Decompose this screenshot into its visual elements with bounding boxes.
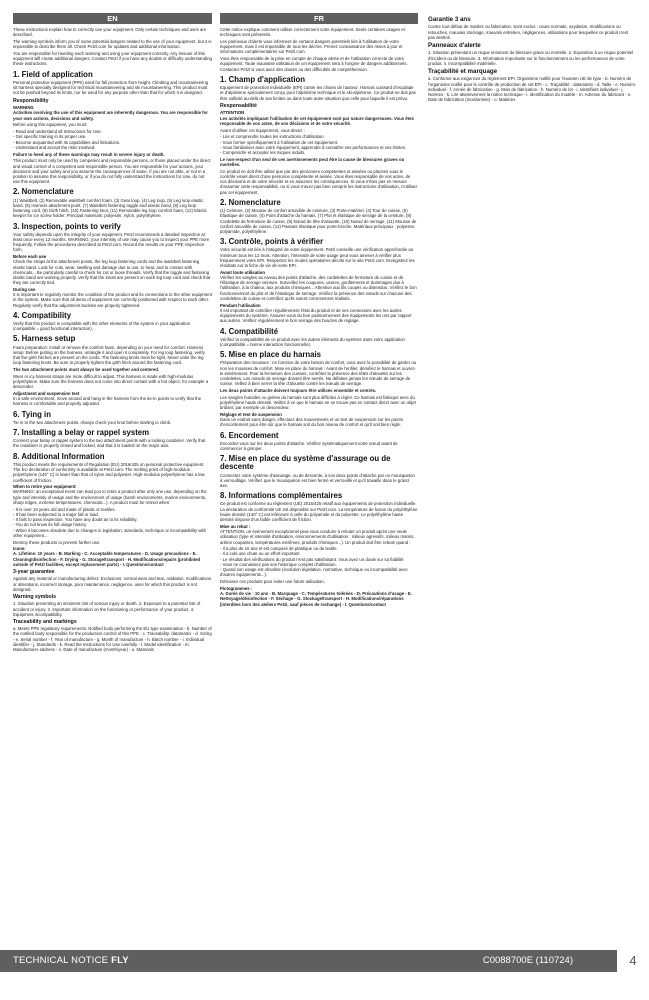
section-heading: 8. Informations complémentaires (220, 491, 343, 501)
section-heading: 5. Harness setup (13, 334, 76, 344)
section-heading: 1. Field of application (13, 69, 93, 79)
subsection-heading: Before each use (13, 254, 47, 260)
subsection-heading: Panneaux d'alerte (428, 42, 481, 50)
section-text: a. Meets PPE regulatory requirements. Notified body performing the EU type examination - b. Number of the notified body responsible for the production control of this PPE - c. Traceability: datamatrix - d. Sizing - e. Serial number - f. Year of manufacture - g. Month of manufacture - h. Batch number - i. Individual identifier - j. Standards - k. Read the Instructions for Use carefully - l. Model identification - m. Manufacturer address - n. Date of manufacture (month/year) - o. Materials (13, 626, 212, 653)
subsection-heading: Pictogrammes : (220, 585, 253, 591)
subsection-heading: 3-year guarantee (13, 569, 55, 576)
section-text: Before using this equipment, you must: (13, 122, 88, 128)
list-item: - Vous familiariser avec votre équipement, apprendre à connaître ses performances et ses limites. (220, 144, 407, 150)
product-name: FLY (111, 955, 129, 966)
section-text: 1. Situation presenting an imminent risk of serious injury or death. 2. Exposure to a potential risk of accident or injury. 3. Important information on the functioning or performance of your product. 4. Equipment incompatibility. (13, 601, 201, 617)
section-text: Tie in to the two attachment points. Always check your knot before starting to climb. (13, 419, 172, 425)
list-item: - Vous former spécifiquement à l'utilisation de cet équipement. (220, 139, 339, 145)
section-text: Equipement de protection individuelle (EPI) contre les chutes de hauteur. Harnais cuissard d'escalade et d'alpinisme spécialement conçu pour l'alpinisme technique et le ski-alpinisme. Ce produit ne doit pas être sollicité au-delà de ses limites ou dans toute autre situation que celle pour laquelle il est prévu. (220, 85, 416, 101)
list-item: - Understand and accept the risks involved. (13, 144, 96, 150)
list-item: - Le résultat des vérifications du produit n'est pas satisfaisant. Vous avez un doute sur sa fiabilité. (220, 556, 405, 562)
section-text: 1. Situation présentant un risque imminent de blessure grave ou mortelle. 2. Exposition à un risque potentiel d'incident ou de blessure. 3. Information importante sur le fonctionnement ou les performances de votre produit. 4. Incompatibilité matérielle. (428, 50, 634, 66)
section-text: In a safe environment, move around and hang in the harness from the tie-in points to verify that the harness is comfortable and properly adjusted. (13, 396, 201, 407)
icons-legend: A. Lifetime: 10 years - B. Marking - C. Acceptable temperatures - D. Usage precautions - E. Cleaning/disinfection - F. Drying - G. Storage/transport - H. Modifications/repairs (prohibited outside of Petzl facilities, except replacement parts) - I. Questions/contact (13, 551, 201, 567)
section-text: Verify that this product is compatible with the other elements of the system in your application (compatible = good functional interaction). (13, 321, 190, 332)
section-text: Connectez votre système d'assurage, ou de descente, à vos deux points d'attache par un mousqueton à verrouillage. Vérifiez que le mousqueton est bien fermé et verrouillé et qu'il travaille dans le grand axe. (220, 472, 415, 489)
section-text: Destroy these products to prevent further use. (13, 539, 101, 545)
english-text (13, 27, 212, 652)
subsection-heading: Adjustment and suspension test (13, 391, 80, 397)
section-text: Personal protective equipment (PPE) used for fall protection from height. Climbing and mountaineering sit harness specially designed for technical mountaineering and ski mountaineering. This product must not be pushed beyond its limits, nor be used for any purpose other than that for which it is designed. (13, 79, 209, 96)
language-header-en: EN (13, 13, 212, 24)
subsection-heading: Réglage et test de suspension (220, 411, 282, 417)
notice-title-prefix: TECHNICAL NOTICE (13, 955, 109, 966)
page-number: 4 (629, 953, 637, 968)
french-text (220, 27, 418, 607)
section-heading: 4. Compatibility (13, 310, 72, 320)
section-text: Foam preparation: install or remove the comfort foam, depending on your need for comfort. Harness setup: Before putting on the harness, untangle it and open it completely. For leg loop fastening, verify that the girth hitches are present on the cords. The fastening knots must be tight. Never untie the leg loop fastening knots. Be sure to properly tighten the girth hitch around the fastening cord. (13, 344, 205, 366)
warning-text: The two attachment points must always be used together and centered. (13, 367, 160, 373)
section-heading: 5. Mise en place du harnais (220, 350, 321, 360)
section-text: It is important to regularly monitor the condition of the product and its connections to the other equipment in the system. Make sure that all items of equipment are correctly positioned with respect to each other. Regularly verify that the adjustment buckles are properly tightened. (13, 292, 212, 308)
warning-label: ATTENTION (220, 110, 245, 116)
document-code: C0088700E (110724) (482, 955, 573, 966)
section-text: Il est important de contrôler régulièrement l'état du produit et de ses connexions avec les autres équipements du système. Assurez-vous du bon positionnement des équipements les uns par rapport aux autres. Vérifiez régulièrement le bon serrage des boucles de réglage. (220, 307, 412, 324)
section-text: (1) Waistbelt, (2) Removable waistbelt comfort foam, (3) Gear loop, (4) Leg loop, (5) Leg loop elastic band, (6) Harness attachment point, (7) Waistbelt fastening toggle and elastic band, (8) Leg loop fastening cord, (9) Girth hitch, (10) Fastening knot, (11) Removable leg loop comfort foam, (12) Elastic keeper for ice screw holder. Principal materials: polyester, nylon, polyethylene. (13, 197, 207, 219)
subsection-heading: Mise au rebut : (220, 523, 251, 529)
notice-title (13, 950, 129, 972)
subsection-heading: When to retire your equipment: (13, 484, 77, 490)
section-text: Contre tout défaut de matière ou fabrication. Sont exclus : usure normale, oxydation, modifications ou retouches, mauvais stockage, mauvais entretien, négligences, utilisations pour lesquelles ce produit n'est pas destiné. (428, 24, 629, 40)
section-text: Connect your belay or rappel system to the two attachment points with a locking carabiner. Verify that the carabiner is properly closed and locked, and that it is loaded on the major axis. (13, 438, 206, 449)
section-text: Against any material or manufacturing defect. Exclusions: normal wear and tear, oxidation, modifications or alterations, incorrect storage, poor maintenance, negligence, uses for which this product is not designed. (13, 576, 211, 592)
section-text: Vérifiez les sangles au niveau des points d'attache, des cordelettes de fermeture de cuisse et de l'élastique de serrage ceinture. Surveillez les coupures, usures, gonflements et dommages dus à l'utilisation, à la chaleur, aux produits chimiques... Attention aux fils coupés ou distendus. Vérifiez le bon fonctionnement du plot et de l'élastique de serrage. Vérifiez la présence des nœuds sur chacune des cordelettes de cuisse et contrôlez qu'ils soient correctement réalisés. (220, 275, 417, 301)
list-item: - Become acquainted with its capabilities and limitations. (13, 139, 121, 145)
section-heading: 3. Inspection, points to verify (13, 221, 121, 231)
section-text: Wear or icy harness straps are more difficult to adjust. This harness is made with high-modulus polyethylene. Make sure the harness does not come into direct contact with a hot object, for example a descender. (13, 373, 209, 390)
list-item: - Lire et comprendre toutes les instructions d'utilisation. (220, 134, 325, 140)
section-text: Avant d'utiliser cet équipement, vous devez : (220, 127, 305, 133)
section-heading: 6. Tying in (13, 409, 51, 419)
french-continuation-text (428, 17, 636, 103)
section-text: Dans un endroit sans danger, effectuez des mouvements et un test de suspension sur les points d'encordement pour être sûr que le harnais soit du bon niveau de confort et qu'il soit bien réglé. (220, 417, 403, 428)
subsection-heading: Pendant l'utilisation (220, 302, 261, 308)
subsection-heading: Warning symbols (13, 594, 57, 601)
section-text: This product meets the requirements of Regulation (EU) 2016/425 on personal protective equipment. The EU declaration of conformity is available at Petzl.com. The melting point of high-modulus polyethylene (140° C) is lower than that of nylon and polyester. High-modulus polyethylene has a low coefficient of friction. (13, 461, 205, 483)
section-text: Préparation des mousses : en fonction de votre besoin de confort, vous avez la possibilité de garder ou non les mousses de confort. Mise en place du harnais : Avant de l'enfiler, démêlez le harnais et ouvrez-le entièrement. Pour la fermeture des cuisses, contrôlez la présence des têtes d'alouette sur les cordelettes. Les nœuds de serrage doivent être serrés. Ne défaites jamais les nœuds de serrage de cuisse. Veillez à bien serrer la tête d'alouette contre les nœuds de serrage. (220, 360, 417, 387)
intro-paragraph: The warning symbols inform you of some potential dangers related to the use of your equipment, but it is impossible to describe them all. Check Petzl.com for updates and additional information. (13, 38, 212, 50)
section-text: Détruisez ces produits pour éviter une future utilisation. (220, 579, 325, 585)
intro-paragraph: Vous êtes responsable de la prise en compte de chaque alerte et de l'utilisation correcte de votre équipement. Toute mauvaise utilisation de cet équipement sera à l'origine de dangers additionnels. Contactez Petzl si vous avez des doutes ou des difficultés de compréhension. (220, 56, 408, 72)
section-heading: 7. Installing a belay or rappel system (13, 428, 150, 438)
section-heading: 2. Nomenclature (13, 187, 74, 197)
french-column (220, 13, 418, 608)
section-heading: 4. Compatibilité (220, 326, 279, 336)
section-text: ATTENTION, un événement exceptionnel peut vous conduire à rebuter un produit après une seule utilisation (type et intensité d'utilisation, environnements d'utilisation : milieux agressifs, milieux marins, arêtes coupantes, températures extrêmes, produits chimiques...). Un produit doit être rebuté quand : (220, 529, 415, 545)
list-item: - Comprendre et accepter les risques induits. (220, 150, 306, 156)
intro-paragraph: These instructions explain how to correctly use your equipment. Only certain techniques and uses are described. (13, 27, 207, 38)
list-item: - Get specific training in its proper use. (13, 134, 87, 140)
subsection-heading: Responsibility (13, 97, 49, 104)
section-text: Check the straps at the attachment points, the leg loop fastening cords and the waistbelt fastening elastic band. Look for cuts, wear, swelling and damage due to use, to heat, and to contact with chemicals... Be particularly careful to check for cut or loose threads. Verify that the toggle and fastening elastic band are working properly. Verify that the knots are present on each leg loop cord and check that they are correctly tied. (13, 259, 211, 286)
section-text: Your safety depends upon the integrity of your equipment. Petzl recommends a detailed inspection at least once every 12 months. WARNING: your intensity of use may cause you to inspect your PPE more frequently. Follow the procedures described at Petzl.com. Record the results on your PPE inspection form. (13, 231, 210, 253)
section-text: Vérifiez la compatibilité de ce produit avec les autres éléments du système dans votre application (compatibilité = bonne interaction fonctionnelle). (220, 336, 405, 347)
section-text: Votre sécurité est liée à l'intégrité de votre équipement. Petzl conseille une vérification approfondie au minimum tous les 12 mois. Attention, l'intensité de votre usage peut vous amener à vérifier plus fréquemment votre EPI. Respectez les modes opératoires décrits sur le site Petzl.com. Enregistrez les résultats sur la fiche de vie de votre EPI. (220, 247, 415, 269)
footer (0, 950, 649, 972)
french-continuation-column (428, 17, 636, 104)
language-header-fr: FR (220, 13, 418, 24)
list-item: - When it becomes obsolete due to changes in legislation, standards, technique or incompatibility with other equipment... (13, 527, 206, 538)
warning-text: Activities involving the use of this equipment are inherently dangerous. You are responsible for your own actions, decisions and safety. (13, 110, 208, 121)
subsection-heading: Responsabilité (220, 102, 257, 109)
list-item: - Il a plus de 10 ans et est composé de plastique ou de textile. (220, 546, 338, 552)
english-column (13, 13, 212, 654)
section-heading: 6. Encordement (220, 430, 279, 440)
section-text: This product must only be used by competent and responsible persons, or those placed under the direct and visual control of a competent and responsible person. You are responsible for your actions, your decisions and your safety and you assume the consequences of same. If you are not able, or not in a position to assume this responsibility, or if you do not fully understand the Instructions for Use, do not use this equipment. (13, 158, 211, 185)
subsection-heading: Avant toute utilisation (220, 269, 265, 275)
section-text: (1) Ceinture, (2) Mousse de confort amovible de ceinture, (3) Porte-matériel, (4) Tour de cuisse, (5) Elastique de cuisse, (6) Point d'attache du harnais, (7) Plot et élastique de serrage de la ceinture, (8) Cordelette de fermeture de cuisse, (9) Nœud de tête d'alouette, (10) Nœud de serrage, (11) Mousse de confort amovible de cuisse, (12) Passant élastique pour porte-broche. Matériaux principaux : polyester, polyamide, polyéthylène. (220, 208, 417, 235)
section-text: Ce produit ne doit être utilisé que par des personnes compétentes et avisées ou placées sous le contrôle visuel direct d'une personne compétente et avisée. Vous êtes responsable de vos actes, de vos décisions et de votre sécurité et en assumez les conséquences. Si vous n'êtes pas en mesure d'assumer cette responsabilité, ou si vous n'avez pas bien compris les instructions d'utilisation, n'utilisez pas cet équipement. (220, 168, 418, 195)
section-text: a. Conforme aux exigences du règlement EPI. Organisme notifié pour l'examen UE de type - b. Numéro de l'organisme notifié pour le contrôle de production de cet EPI - c. Traçabilité : datamatrix - d. Taille - e. Numéro individuel - f. Année de fabrication - g. Mois de fabrication - h. Numéro de lot - i. Identifiant individuel - j. Normes - k. Lire attentivement la notice technique - l. Identification du modèle - m. Adresse du fabricant - n. Date de fabrication (mois/année) - o. Matières (428, 76, 636, 103)
list-item: - It is over 10 years old and made of plastic or textiles. (13, 506, 116, 512)
intro-paragraph: Les panneaux d'alerte vous informent de certains dangers potentiels liés à l'utilisation de votre équipement, mais il est impossible de tous les décrire. Prenez connaissance des mises à jour et informations complémentaires sur Petzl.com. (220, 38, 403, 55)
list-item: - Vous ne connaissez pas son historique complet d'utilisation. (220, 561, 337, 567)
section-text: Ce produit est conforme au règlement (UE) 2016/425 relatif aux équipements de protection individuelle. La déclaration de conformité UE est disponible sur Petzl.com. La température de fusion du polyéthylène haute densité (140° C) est inférieure à celle du polyamide et du polyester. Le polyéthylène haute densité dispose d'un faible coefficient de friction. (220, 501, 418, 523)
list-item: - Quand son usage est obsolète (évolution législative, normative, technique ou incompatibilité avec d'autres équipements...). (220, 567, 408, 578)
list-item: - You do not know its full usage history. (13, 522, 87, 528)
section-heading: 2. Nomenclature (220, 197, 281, 207)
warning-text: Failure to heed any of these warnings may result in severe injury or death. (13, 151, 165, 157)
warning-text: Les activités impliquant l'utilisation de cet équipement sont par nature dangereuses. Vous êtes responsable de vos actes, de vos décisions et de votre sécurité. (220, 115, 414, 126)
list-item: - Il a subi une chute ou un effort important. (220, 551, 301, 557)
list-item: - It has been subjected to a major fall or load. (13, 511, 99, 517)
section-text: Encordez-vous sur les deux points d'attache. Vérifiez systématiquement votre nœud avant de commencer à grimper. (220, 440, 398, 451)
intro-paragraph: Cette notice explique comment utiliser correctement votre équipement. Seuls certaines usages et techniques sont présentés. (220, 27, 405, 38)
footer-bar (0, 950, 617, 972)
section-heading: 3. Contrôle, points à vérifier (220, 237, 324, 247)
icons-legend: A. Durée de vie : 10 ans - B. Marquage - C. Températures tolérées - D. Précautions d'usage - E. Nettoyage/désinfection - F. Séchage - G. Stockage/transport - H. Modifications/réparations (interdites hors des ateliers Petzl, sauf pièces de rechange) - I. Questions/contact (220, 591, 412, 607)
subsection-heading: Icons: (13, 546, 26, 552)
subsection-heading: Traçabilité et marquage (428, 68, 498, 76)
subsection-heading: During use (13, 286, 36, 292)
warning-text: Le non-respect d'un seul de ces avertissements peut être la cause de blessures graves ou mortelles. (220, 156, 405, 167)
warning-text: Les deux points d'attache doivent toujours être utilisés ensemble et centrés. (220, 388, 377, 394)
section-heading: 1. Champ d'application (220, 74, 306, 84)
warning-label: WARNING (13, 105, 34, 111)
list-item: - Read and understand all Instructions for Use. (13, 129, 102, 135)
list-item: - It fails to pass inspection. You have any doubt as to its reliability. (13, 517, 138, 523)
section-text: Les sangles humides ou gelées du harnais sont plus difficiles à régler. Ce harnais est fabriqué avec du polyéthylène haute densité. Veillez à ce que le harnais ne se trouve pas en contact direct avec un objet brûlant, par exemple un descendeur. (220, 394, 416, 411)
section-text: WARNING: an exceptional event can lead you to retire a product after only one use, depending on the type and intensity of usage and the environment of usage (harsh environments, marine environments, sharp edges, extreme temperatures, chemicals...). A product must be retired when: (13, 489, 207, 505)
intro-paragraph: You are responsible for heeding each warning and using your equipment correctly. Any misuse of this equipment will create additional dangers. Contact Petzl if you have any doubts or difficulty understanding these instructions. (13, 50, 212, 67)
subsection-heading: Garantie 3 ans (428, 16, 471, 23)
subsection-heading: Traceability and markings (13, 619, 77, 626)
section-heading: 8. Additional Information (13, 451, 105, 461)
section-heading: 7. Mise en place du système d'assurage ou de descente (220, 454, 391, 472)
